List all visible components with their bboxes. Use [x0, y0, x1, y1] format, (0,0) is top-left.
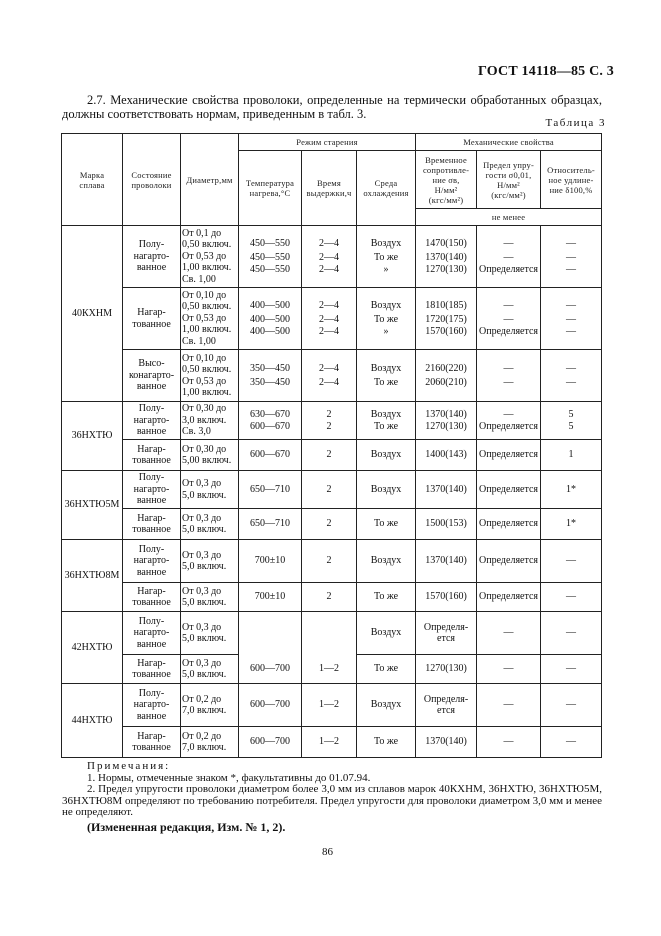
tensile-cell: 1500(153) — [416, 509, 477, 540]
grade-cell: 40КХНМ — [62, 226, 123, 402]
hold-time-cell: 2 — [302, 440, 357, 471]
elongation-cell: — — [541, 655, 602, 684]
state-cell: Полу- нагарто- ванное — [123, 540, 181, 583]
elastic-limit-cell: — — — [477, 350, 541, 402]
header-grade: Марка сплава — [62, 134, 123, 226]
page-number: 86 — [322, 846, 333, 858]
header-medium: Среда охлаждения — [357, 151, 416, 226]
hold-time-cell: 1—2 — [302, 684, 357, 727]
temperature-cell: 600—700 — [239, 655, 302, 684]
grade-cell: 36НХТЮ5М — [62, 471, 123, 540]
note-item: 1. Нормы, отмеченные знаком *, факультативны до 01.07.94. — [87, 771, 371, 784]
temperature-cell: 700±10 — [239, 540, 302, 583]
table-row — [62, 655, 602, 684]
grade-cell: 44НХТЮ — [62, 684, 123, 758]
elastic-limit-cell: — Определяется — [477, 402, 541, 440]
elastic-limit-cell: Определяется — [477, 540, 541, 583]
elastic-limit-cell: Определяется — [477, 440, 541, 471]
tensile-cell: Определя- ется — [416, 684, 477, 727]
table-row — [62, 612, 602, 655]
diameter-cell: От 0,3 до 5,0 включ. — [181, 540, 239, 583]
header-tensile: Временное сопротивле- ние σв, Н/мм² (кгс/мм²) — [416, 151, 477, 209]
diameter-cell: От 0,3 до 5,0 включ. — [181, 509, 239, 540]
table-row — [62, 684, 602, 727]
table-row — [62, 350, 602, 402]
tensile-cell: 1470(150) 1370(140) 1270(130) — [416, 226, 477, 288]
table-row — [62, 471, 602, 509]
elongation-cell: — — — — [541, 288, 602, 350]
state-cell: Полу- нагарто- ванное — [123, 402, 181, 440]
temperature-cell: 650—710 — [239, 471, 302, 509]
grade-cell: 36НХТЮ8М — [62, 540, 123, 612]
diameter-cell: От 0,30 до 5,00 включ. — [181, 440, 239, 471]
grade-cell: 42НХТЮ — [62, 612, 123, 684]
header-temperature: Температура нагрева,°С — [239, 151, 302, 226]
medium-cell: Воздух — [357, 684, 416, 727]
table-row — [62, 402, 602, 440]
table-row — [62, 440, 602, 471]
table-caption: Таблица 3 — [545, 117, 606, 129]
temperature-cell: 600—700 — [239, 684, 302, 727]
intro-paragraph: 2.7. Механические свойства проволоки, определенные на термически обработанных образцах, должны соответствовать нормам, приведенным в табл. 3. — [62, 93, 602, 121]
tensile-cell: 1570(160) — [416, 583, 477, 612]
diameter-cell: От 0,3 до 5,0 включ. — [181, 583, 239, 612]
header-mech-props: Механические свойства — [416, 134, 602, 151]
tensile-cell: 1270(130) — [416, 655, 477, 684]
temperature-cell — [239, 612, 302, 655]
hold-time-cell: 2—4 2—4 — [302, 350, 357, 402]
header-diameter: Диаметр,мм — [181, 134, 239, 226]
header-not-less: не менее — [416, 209, 602, 226]
state-cell: Нагар- тованное — [123, 583, 181, 612]
note-item: 2. Предел упругости проволоки диаметром более 3,0 мм из сплавов марок 40КХНМ, 36НХТЮ, 36НХТЮ5М, 36НХТЮ8М определяют по требованию потребителя. Предел упругости для проволоки диаметром 3,0 мм и менее не определяют. — [62, 783, 602, 818]
elongation-cell: — — — — [541, 226, 602, 288]
diameter-cell: От 0,3 до 5,0 включ. — [181, 655, 239, 684]
temperature-cell: 400—500 400—500 400—500 — [239, 288, 302, 350]
hold-time-cell: 2—4 2—4 2—4 — [302, 288, 357, 350]
hold-time-cell: 2—4 2—4 2—4 — [302, 226, 357, 288]
state-cell: Нагар- тованное — [123, 288, 181, 350]
notes-heading: Примечания: — [87, 760, 171, 772]
hold-time-cell — [302, 612, 357, 655]
table-row — [62, 583, 602, 612]
medium-cell: То же — [357, 727, 416, 758]
temperature-cell: 700±10 — [239, 583, 302, 612]
medium-cell: То же — [357, 655, 416, 684]
tensile-cell: 1810(185) 1720(175) 1570(160) — [416, 288, 477, 350]
elongation-cell: 1 — [541, 440, 602, 471]
state-cell: Полу- нагарто- ванное — [123, 612, 181, 655]
elongation-cell: — — [541, 727, 602, 758]
medium-cell: Воздух — [357, 471, 416, 509]
diameter-cell: От 0,10 до 0,50 включ. От 0,53 до 1,00 включ. — [181, 350, 239, 402]
table-row — [62, 288, 602, 350]
header-state: Состояние проволоки — [123, 134, 181, 226]
temperature-cell: 600—670 — [239, 440, 302, 471]
medium-cell: Воздух То же — [357, 402, 416, 440]
header-hold-time: Время выдержки,ч — [302, 151, 357, 226]
header-elastic: Предел упру- гости σ0,01, Н/мм² (кгс/мм²) — [477, 151, 541, 209]
tensile-cell: 1370(140) — [416, 540, 477, 583]
table-row — [62, 226, 602, 288]
elastic-limit-cell: — — [477, 727, 541, 758]
medium-cell: То же — [357, 509, 416, 540]
grade-cell: 36НХТЮ — [62, 402, 123, 471]
elastic-limit-cell: — — [477, 655, 541, 684]
elongation-cell: — — [541, 583, 602, 612]
state-cell: Полу- нагарто- ванное — [123, 226, 181, 288]
elongation-cell: — — [541, 612, 602, 655]
elongation-cell: — — [541, 684, 602, 727]
diameter-cell: От 0,10 до 0,50 включ. От 0,53 до 1,00 включ. Св. 1,00 — [181, 288, 239, 350]
properties-table — [61, 133, 602, 758]
tensile-cell: 1370(140) — [416, 727, 477, 758]
state-cell: Полу- нагарто- ванное — [123, 684, 181, 727]
elastic-limit-cell: — — Определяется — [477, 226, 541, 288]
elastic-limit-cell: Определяется — [477, 583, 541, 612]
elastic-limit-cell: — — Определяется — [477, 288, 541, 350]
state-cell: Нагар- тованное — [123, 655, 181, 684]
medium-cell: Воздух — [357, 540, 416, 583]
medium-cell: Воздух — [357, 440, 416, 471]
temperature-cell: 600—700 — [239, 727, 302, 758]
tensile-cell: 1370(140) 1270(130) — [416, 402, 477, 440]
page-header: ГОСТ 14118—85 С. 3 — [477, 64, 614, 79]
elongation-cell: 1* — [541, 471, 602, 509]
diameter-cell: От 0,1 до 0,50 включ. От 0,53 до 1,00 включ. Св. 1,00 — [181, 226, 239, 288]
tensile-cell: Определя- ется — [416, 612, 477, 655]
amendment-note: (Измененная редакция, Изм. № 1, 2). — [87, 819, 286, 834]
state-cell: Высо- конагарто- ванное — [123, 350, 181, 402]
medium-cell: Воздух То же » — [357, 226, 416, 288]
table-row — [62, 509, 602, 540]
medium-cell: Воздух То же » — [357, 288, 416, 350]
temperature-cell: 650—710 — [239, 509, 302, 540]
diameter-cell: От 0,30 до 3,0 включ. Св. 3,0 — [181, 402, 239, 440]
hold-time-cell: 2 — [302, 583, 357, 612]
state-cell: Нагар- тованное — [123, 727, 181, 758]
elongation-cell: 1* — [541, 509, 602, 540]
state-cell: Нагар- тованное — [123, 509, 181, 540]
tensile-cell: 1400(143) — [416, 440, 477, 471]
elastic-limit-cell: — — [477, 684, 541, 727]
elongation-cell: 5 5 — [541, 402, 602, 440]
tensile-cell: 1370(140) — [416, 471, 477, 509]
hold-time-cell: 2 — [302, 540, 357, 583]
hold-time-cell: 2 2 — [302, 402, 357, 440]
table-row — [62, 727, 602, 758]
temperature-cell: 350—450 350—450 — [239, 350, 302, 402]
diameter-cell: От 0,3 до 5,0 включ. — [181, 471, 239, 509]
hold-time-cell: 1—2 — [302, 655, 357, 684]
elastic-limit-cell: Определяется — [477, 471, 541, 509]
temperature-cell: 450—550 450—550 450—550 — [239, 226, 302, 288]
medium-cell: Воздух То же — [357, 350, 416, 402]
elastic-limit-cell: Определяется — [477, 509, 541, 540]
elongation-cell: — — — [541, 350, 602, 402]
state-cell: Полу- нагарто- ванное — [123, 471, 181, 509]
diameter-cell: От 0,2 до 7,0 включ. — [181, 684, 239, 727]
tensile-cell: 2160(220) 2060(210) — [416, 350, 477, 402]
medium-cell: То же — [357, 583, 416, 612]
diameter-cell: От 0,3 до 5,0 включ. — [181, 612, 239, 655]
medium-cell: Воздух — [357, 612, 416, 655]
table-row — [62, 540, 602, 583]
notes — [62, 761, 602, 833]
header-aging-regime: Режим старения — [239, 134, 416, 151]
temperature-cell: 630—670 600—670 — [239, 402, 302, 440]
hold-time-cell: 2 — [302, 509, 357, 540]
elastic-limit-cell: — — [477, 612, 541, 655]
header-elongation: Относитель- ное удлине- ние δ100,% — [541, 151, 602, 209]
state-cell: Нагар- тованное — [123, 440, 181, 471]
elongation-cell: — — [541, 540, 602, 583]
hold-time-cell: 2 — [302, 471, 357, 509]
diameter-cell: От 0,2 до 7,0 включ. — [181, 727, 239, 758]
hold-time-cell: 1—2 — [302, 727, 357, 758]
